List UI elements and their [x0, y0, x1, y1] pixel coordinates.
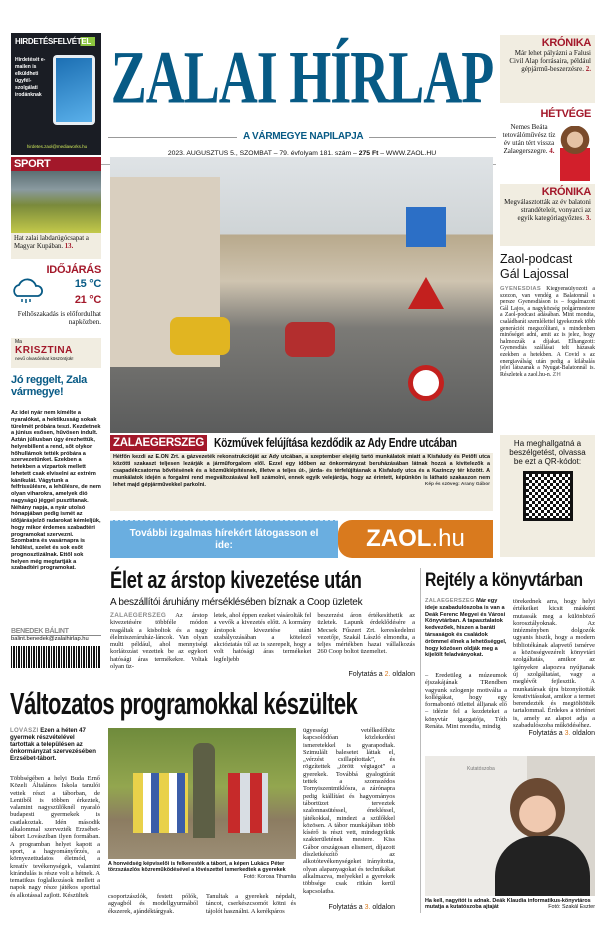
road-sign-warning [408, 277, 444, 309]
article-column-text: csoportzászlók, festett pólók, agyagból és modellgyurmából ékszerek, ajándéktárgyak. [108, 893, 198, 915]
author: BENEDEK BÁLINT [11, 628, 101, 636]
teaser-text: Megválasztották az év balatoni strandételeit, vonyarci az egyik kategóriagyőztes. 3. [504, 198, 591, 222]
lead-headline-bar [110, 434, 493, 452]
subhead: A beszállítói áruhiány mérséklésében bíznak a Coop üzletek [110, 597, 363, 608]
photo-credit: Fotó: Szakál Eszter [548, 904, 595, 911]
portrait-photo [560, 126, 590, 181]
dateline [108, 150, 496, 157]
photo-caption: Ha kell, nagyítót is adnak. Deák Klaudia informatikus-könyvtáros mutatja a kutatószoba ajtaját Fotó: Szakál Eszter [425, 898, 595, 911]
article-column-text: beszerzési áron értékesíthetik az üzletek. Lapunk érdeklődésére a Mecsek Fűszert Zrt. kereskedelmi vezetője, Szakál László elmondta, a teljes mértékben hazai vállalkozás 260 Coop boltot üzemeltet. [317, 612, 416, 656]
qr-text: Ha meghallgatná a beszélgetést, olvassa be ezt a QR-kódot: [509, 439, 586, 466]
author-email[interactable]: balint.benedek@zalaihirlap.hu [11, 636, 89, 642]
article-column [317, 612, 415, 685]
editorial [11, 374, 101, 668]
headline[interactable]: Élet az árstop kivezetése után [110, 567, 362, 594]
person-head [510, 778, 565, 838]
weather [11, 264, 101, 336]
continued-link[interactable]: Folytatás a 3. oldalon [328, 904, 395, 911]
teaser-text: Már lehet pályázni a Falusi Civil Alap forrásaira, például gépjármű-beszerzésre. 2. [509, 49, 591, 73]
newspaper-title: ZALAI HÍRLAP [110, 35, 494, 120]
teaser-label: KRÓNIKA [541, 37, 591, 49]
headline-wrap [110, 566, 415, 596]
teaser-text: Hat zalai labdarúgócsapat a Magyar Kupában. 13. [14, 235, 89, 250]
article-konyvtar [425, 566, 595, 752]
temp-high: 21 °C [74, 294, 101, 306]
ad-label: HIRDETÉSFELVÉTEL [15, 37, 95, 46]
teaser-label: HÉTVÉGE [540, 108, 591, 120]
article-column [10, 727, 100, 911]
continued-link[interactable]: Folytatás a 3. oldalon [528, 730, 595, 737]
nameday [11, 338, 101, 368]
newspaper-title-wrap [108, 34, 496, 126]
article-tabor [10, 686, 415, 724]
person-body [495, 836, 590, 896]
dateline-text: 2023. AUGUSZTUS 5., SZOMBAT – 79. évfolyam 181. szám – [167, 150, 359, 157]
camp-photo [108, 728, 296, 859]
lead-text: Hétfőn kezdi az E.ON Zrt. a gázvezeték rekonstrukcióját az Ady utcában, a szeptember elejéig tartó munkálatok miatt a Kisfaludy és Petőfi utca közötti szakaszt teljesen lezárják a járműforgalom elől. Ezzel egy időben az önkormányzat beruházásában látnak hozzá a kivitelezők a csapadékcsatorna bővítésének és a közműkiépítésnek, illetve a teljes út-, járda- és térfelújításnak a Kisfaludy utca és a Kazinczy tér között. A munkálatok idején a forgalmi rend megváltozásával kell számolni, ennek egyik velejárója, hogy az érintett, képünkön is látható szakaszon nem lehet majd gépjárművekkel parkolni. Kép és szöveg: Arany Gábor [110, 453, 493, 511]
article-column-text: ügyességi vetélkedőhöz kapcsolódóan közlekedési ismeretekkel is gyarapodtak. Szimulált balesetet láttak el, „vérzést csillapítottak”, és rögzítettek „törött végtagot” a gyerekek. Továbbá gyalogtúrát tettek a szomszédos Tornyiszentmiklósra, a zárónapra pedig kiállítást és hagyományos tábortüzet terveztek szalonnasütéssel, énekléssel, játékokkal, mindezt a szülőkkel közösen. A tábor munkájában több kísérő is részt vett, mindegyikük szakterületének mestere. Kiss Gábor országosan elismert, díjazott díszletkészítő az alkotótevékenységeket irányította, olyan alapanyagokat és technikákat alkalmazva, melyekkel a gyerekek többsége csak ritkán kerül kapcsolatba. [303, 727, 395, 895]
qr-code[interactable] [523, 471, 573, 521]
article-lead: LOVÁSZI Ezen a héten 47 gyermek részvételével tartottak a településen az önkormányzat szervezésében Erzsébet-tábort. [10, 727, 97, 762]
podcast-text: GYENESDIÁS Kiegyensúlyozott a szezon, van vendég a Balatonnál s persze Gyenesdiáson is – fogalmazott Gál Lajos, a nagyközség polgármestere a Zaol-podcast adásában. Mint mondta, családbarát szemlélettel igyekeznek több generációt megszólítani, s mindenben minőséget adni, amit az is jelez, hogy halmozzák a díjakat. Elhangzott: Gyenesdiás szállásai telt házasak ezekben a hetekben. A Covid s az energiaválság után pedig a kilábalás jelei látszanak a Nyugat-Balatonnál is. Részletek a zaol.hu-n. ZH [500, 286, 595, 378]
lead-photo [110, 157, 493, 433]
article-column-text: Tanultak a gyerekek népdalt, táncot, cserkészcsomót kötni és tájolót használni. A kerékpáros [206, 893, 296, 915]
teaser-kronika-2[interactable] [500, 184, 595, 246]
teaser-label: KRÓNIKA [541, 186, 591, 198]
qr-box [500, 435, 595, 557]
sport-photo [11, 171, 101, 233]
price: 275 Ft [358, 150, 379, 157]
weather-text: Felhőszakadás is előfordulhat napközben. [17, 310, 101, 326]
column-divider [420, 568, 421, 913]
headline[interactable]: Rejtély a könyvtárban [425, 570, 583, 591]
podcast-title: Zaol-podcast Gál Lajossal [500, 252, 573, 281]
children-group [228, 773, 268, 833]
zaol-logo: ZAOL.hu [338, 520, 493, 558]
article-column: ZALAEGERSZEG Az árstop kivezetésére többféle módon reagáltak a kisboltok és a nagy élelmiszeráruház-láncok. Van olyan multi például, ahol mennyiségi korlátozást vezettek be az egykori hatósági áras termékekre. Voltak olyan üz- [110, 612, 208, 671]
nameday-suffix: nevű olvasóinkat köszöntjük! [15, 356, 74, 361]
editorial-text: Az idei nyár nem kímélte a nyaralókat, a hektikusság sokak türelmét próbára teszi. Kezdetnek a június esősen, hűvösen indult. Aztán júliusban úgy érezhettük, helyrebillent a rend, sőt olykor hőhullámok tették próbára a szervezetünket. Ezekben a hetekben a vízpartok mellett lehetett csak elviselni az extrém kánikulát. Vágytunk a felfrissülésre, a lehűlésre, de nem olyan viharokra, amelyek dió nagyságú jéggel pusztítanak. Néhány napja, a nyár utolsó hónapjában pedig ismét az időjárásjelző radarokat kémleljük, hogy mikor érdemes szabadtéri programokat szervezni. Szombatra és vasárnapra is lehűlést, szelet és sok esőt prognosztizálnak. Ettől sok helyen még megtartják a szabadtéri programokat. [11, 410, 101, 572]
tablet-screen [56, 58, 92, 122]
article-column [303, 727, 395, 912]
children-group [133, 773, 188, 833]
photo-credit: Kép és szöveg: Arany Gábor [424, 481, 490, 487]
ad-body: Hirdetését e-mailen is elküldheti ügyfél-szolgálati irodánknak [15, 57, 46, 98]
road-sign-speed [408, 365, 444, 401]
article-columns [425, 598, 595, 738]
headline-wrap [425, 566, 595, 596]
rain-cloud-icon [11, 276, 45, 306]
editorial-title: Jó reggelt, Zala vármegye! [11, 374, 87, 398]
article-lead: ZALAEGERSZEG Már egy ideje szabadulószoba is van a Deák Ferenc Megyei és Városi Könyvtárban. A tapasztalatok kedvezőek, hiszen a baráti társaságok és családok örömmel élnek a lehetőséggel, hogy közösen oldják meg a kijelölt feladványokat. [425, 598, 507, 659]
article-column-text: Többségében a helyi Buda Ernő Közeli Általános Iskola tanulói vettek részt a táborban, de Lentiből is többen érkeztek, valamint nagyszülőknél nyaraló budapesti gyermekek is csatlakoztak. Idén második alkalommal szervezték Erzsébet-tábort Lovásziban ilyen formában. A programban helyet kapott a sport, a hagyományőrzés, a környezettudatos életmód, a kreatív tevékenységek, valamint kirándulás is része volt a hétnek. A tematikus foglalkozások mellett a napok nagy része játékos sporttal és alkotással zajlott. Készültek [10, 775, 100, 899]
lead-kicker: ZALAEGERSZEG [110, 435, 207, 451]
photo-caption: A honvédség képviselői is felkeresték a tábort, a képen Lukács Péter törzszászlós közreműködésével a lövészettel ismerkedtek a gyerekek Fotó: Korosa Tihamlia [108, 861, 296, 880]
library-photo [425, 756, 595, 896]
article-columns [110, 612, 415, 685]
nameday-prefix: Ma [15, 339, 22, 345]
ad-hirdetesfelvetel[interactable] [11, 33, 101, 155]
photo-credit: Fotó: Korosa Tihamlia [243, 873, 296, 880]
teaser-text: Nemes Beáta tetoválóművész tíz év után tért vissza Zalaegerszegre. 4. [502, 123, 556, 155]
teaser-kronika-1[interactable] [500, 35, 595, 103]
article-column [425, 598, 507, 738]
tablet-image [53, 55, 95, 125]
ad-contact: hirdetes.zaol@mediaworks.hu [26, 144, 88, 149]
lead-headline[interactable]: Közművek felújítása kezdődik az Ady Endre utcában [214, 436, 457, 450]
article-column-text: törekednek arra, hogy helyi értékeiket kicsit másként mutassák meg a különböző korosztályoknak. Az intézményben dolgozók ugyanis hiszik, hogy a modern bibliotékának alapvető ismérve a közösségvezérelt könyvtári szolgáltatás, amikor az igényekre alapozva nyújtanak új szolgáltatást, vagy a meglévőt fejlesztik. A munkatársak újra bizonyították kreativitásukat, amikor a termet berendezték és megtöltötték tartalommal. Érdekes a történet is, amely az alapot adja a szabadulószoba működéséhez. [513, 598, 595, 729]
article-arstop [110, 566, 415, 685]
newspaper-subtitle: A VÁRMEGYE NAPILAPJA [237, 131, 369, 142]
headline[interactable]: Változatos programokkal készültek [10, 687, 358, 721]
teaser-sport[interactable] [11, 157, 101, 259]
website-link[interactable]: – WWW.ZAOL.HU [378, 150, 437, 157]
barcode [11, 646, 101, 668]
road-sign-blue [406, 207, 446, 247]
zaol-banner[interactable] [110, 520, 493, 558]
banner-text: További izgalmas hírekért látogasson el ide: [110, 520, 338, 558]
article-column [513, 598, 595, 738]
nameday-name: KRISZTINA [15, 345, 73, 356]
article-column-text: – Eredetileg a múzeumok éjszakájának TRendben vagyunk szlogenje motiválta a kollégákat, hogy egy formabontó ötlettel álljanak elő – idézte fel a kezdeteket a könyvtár igazgatója, Tóth Renáta. Mint mondta, mindig [425, 672, 507, 731]
soldier [193, 743, 215, 838]
yellow-car [170, 317, 230, 355]
continued-link[interactable]: Folytatás a 2. oldalon [348, 671, 416, 678]
temp-low: 15 °C [74, 278, 101, 290]
teaser-hetvege[interactable] [500, 108, 595, 182]
masthead [108, 30, 496, 165]
weather-label: IDŐJÁRÁS [46, 264, 101, 276]
red-car [285, 322, 335, 357]
podcast-article [500, 252, 595, 378]
teaser-label: SPORT [11, 157, 101, 171]
photo-sign: Kutatószoba [467, 766, 495, 772]
article-column: letek, ahol éppen ezeket vásárolták fel a vevők a kivezetés előtt. A kormány árstopok kivezetése utáni szabályozásában a kötelező akcióztatás túl az is szerepelt, hogy a volt hatósági áras termékeket legfeljebb [213, 612, 312, 663]
